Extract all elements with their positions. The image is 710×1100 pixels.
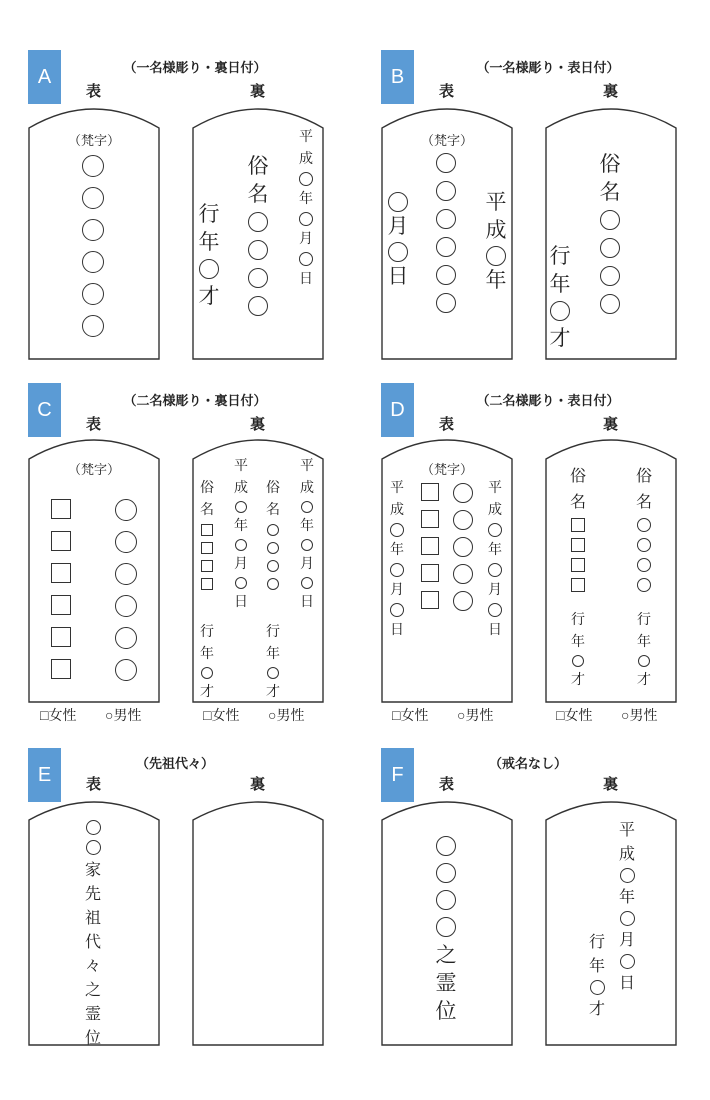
date-column: 平 成 年 月 日 bbox=[618, 820, 635, 992]
tablet-back bbox=[192, 100, 322, 358]
tablet-front bbox=[28, 794, 158, 1047]
tablet-back bbox=[545, 100, 675, 358]
panel-letter: E bbox=[28, 748, 61, 802]
front-label: 表 bbox=[439, 416, 455, 433]
bonji-label: （梵字） bbox=[68, 463, 121, 478]
legend-male: ○男性 bbox=[105, 707, 142, 723]
tablet-back: 俗 名 俗 名 行 年 才 行 年 才 bbox=[545, 431, 675, 701]
name-circle bbox=[82, 283, 104, 305]
name-circle bbox=[82, 251, 104, 273]
tablet-front bbox=[381, 100, 511, 358]
panel-f bbox=[353, 700, 708, 1065]
female-date-column: 平 成 年 月 日 bbox=[390, 480, 404, 638]
month-day-column: 月 日 bbox=[386, 192, 410, 290]
legend-female: □女性 bbox=[392, 707, 429, 723]
bonji-label: （梵字） bbox=[421, 463, 474, 478]
legend-male: ○男性 bbox=[457, 707, 494, 723]
zokumyo-column: 俗 名 bbox=[245, 152, 271, 316]
back-label: 裏 bbox=[250, 776, 266, 793]
bonji-label: （梵字） bbox=[421, 134, 474, 149]
panel-letter: D bbox=[381, 383, 414, 437]
back-label: 裏 bbox=[603, 416, 619, 433]
back-label: 裏 bbox=[250, 83, 266, 100]
back-label: 裏 bbox=[603, 776, 619, 793]
tablet-front bbox=[28, 100, 158, 358]
name-circle bbox=[82, 187, 104, 209]
panel-title: （先祖代々） bbox=[135, 756, 214, 771]
panel-title: （戒名なし） bbox=[488, 756, 567, 771]
panel-title: （一名様彫り・表日付） bbox=[476, 60, 620, 75]
ancestors-inscription: 家 先 祖 代 々 之 霊 位 bbox=[82, 820, 104, 1050]
female-name-squares bbox=[50, 499, 72, 679]
male-name-circles bbox=[452, 483, 474, 611]
panel-letter: C bbox=[28, 383, 61, 437]
legend-male: ○男性 bbox=[621, 707, 658, 723]
legend-female: □女性 bbox=[40, 707, 77, 723]
panel-letter: A bbox=[28, 50, 61, 104]
tablet-back bbox=[192, 794, 322, 1044]
age-column: 行 年 才 bbox=[588, 932, 605, 1018]
front-label: 表 bbox=[439, 776, 455, 793]
tablet-back: 俗 名 平 成 年 月 日 俗 名 平 成 年 月 日 行 年 才 行 年 才 bbox=[192, 431, 322, 701]
panel-title: （二名様彫り・裏日付） bbox=[123, 393, 267, 408]
bonji-label: （梵字） bbox=[68, 134, 121, 149]
legend-female: □女性 bbox=[203, 707, 240, 723]
tablet-front bbox=[28, 431, 158, 701]
panel-d bbox=[353, 333, 708, 698]
panel-a bbox=[0, 0, 355, 365]
back-label: 裏 bbox=[250, 416, 266, 433]
era-year-column: 平 成 年 bbox=[485, 190, 507, 292]
front-label: 表 bbox=[439, 83, 455, 100]
front-label: 表 bbox=[86, 776, 102, 793]
zokumyo-column: 俗 名 bbox=[597, 150, 623, 314]
panel-title: （二名様彫り・表日付） bbox=[476, 393, 620, 408]
male-name-circles bbox=[114, 499, 138, 681]
name-inscription: 之 霊 位 bbox=[433, 836, 459, 1025]
age-column: 行 年 才 bbox=[198, 202, 220, 308]
name-circle bbox=[82, 155, 104, 177]
panel-c bbox=[0, 333, 355, 698]
tablet-back bbox=[545, 794, 675, 1044]
panel-b bbox=[353, 0, 708, 365]
female-name-squares bbox=[420, 483, 440, 609]
panel-title: （一名様彫り・裏日付） bbox=[123, 60, 267, 75]
legend-female: □女性 bbox=[556, 707, 593, 723]
front-label: 表 bbox=[86, 416, 102, 433]
legend-male: ○男性 bbox=[268, 707, 305, 723]
back-label: 裏 bbox=[603, 83, 619, 100]
date-column: 平 成 年 月 日 bbox=[299, 129, 313, 287]
tablet-front bbox=[381, 794, 511, 1044]
panel-letter: F bbox=[381, 748, 414, 802]
male-date-column: 平 成 年 月 日 bbox=[488, 480, 502, 638]
name-circle bbox=[82, 219, 104, 241]
panel-letter: B bbox=[381, 50, 414, 104]
panel-e bbox=[0, 700, 355, 1065]
tablet-front bbox=[381, 431, 511, 701]
age-column: 行 年 才 bbox=[549, 244, 571, 350]
front-label: 表 bbox=[86, 83, 102, 100]
